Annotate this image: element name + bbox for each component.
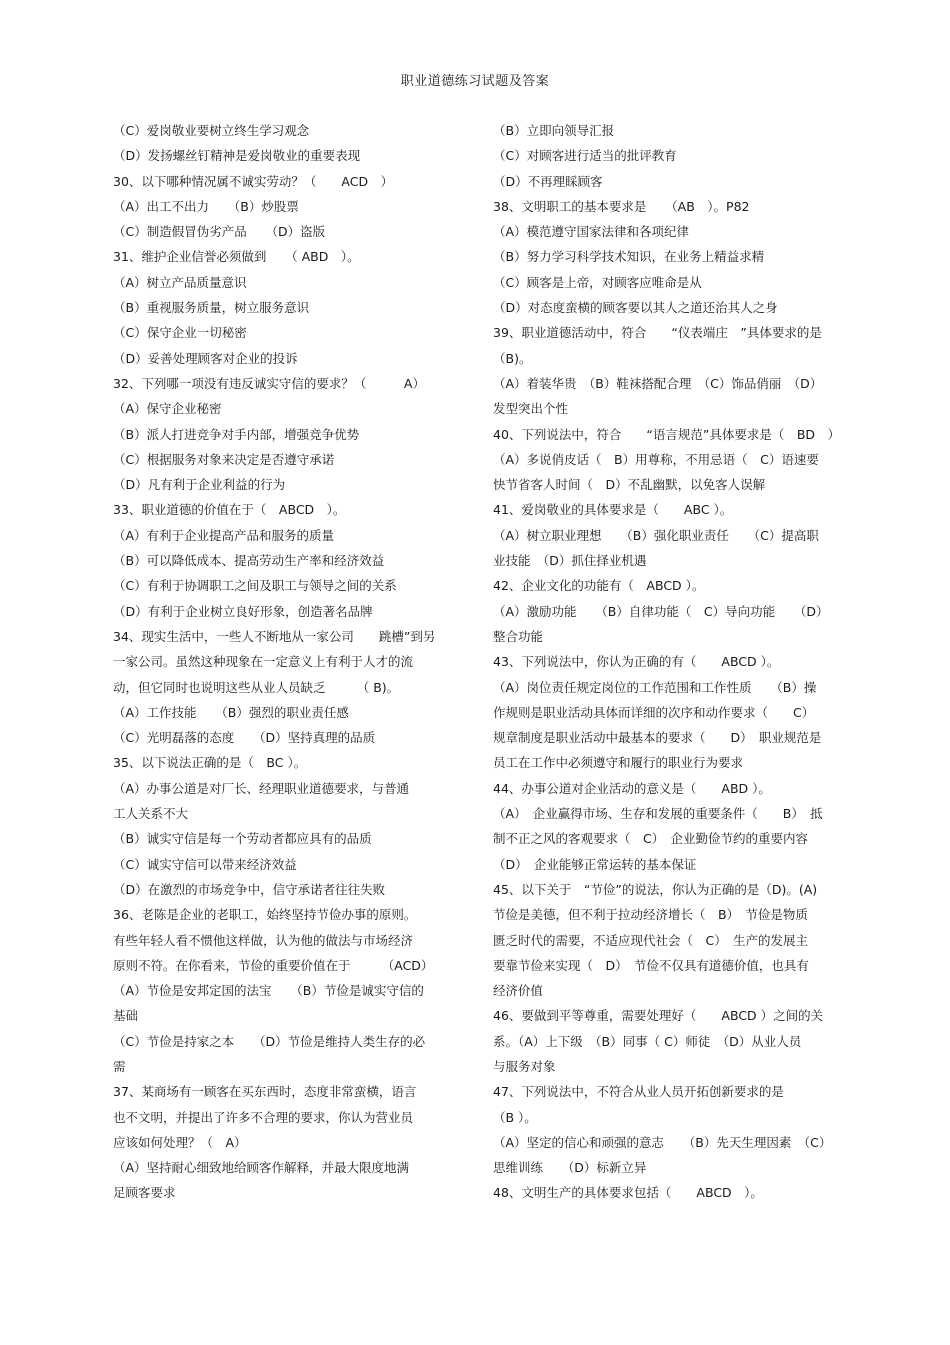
text-line: 37、某商场有一顾客在买东西时，态度非常蛮横，语言 [113, 1084, 417, 1100]
text-line: （A）树立职业理想 （B）强化职业责任 （C）提高职 [493, 527, 819, 543]
text-line: （B)。 [493, 350, 532, 366]
text-line: 40、下列说法中，符合 “语言规范”具体要求是（ BD ） [493, 426, 841, 442]
text-line: （A）树立产品质量意识 [113, 274, 247, 290]
text-line: 足顾客要求 [113, 1185, 176, 1201]
text-line: （A）坚持耐心细致地给顾客作解释，并最大限度地满 [113, 1160, 410, 1176]
text-line: （A）有利于企业提高产品和服务的质量 [113, 527, 335, 543]
text-line: （A）着装华贵 （B）鞋袜搭配合理 （C）饰品俏丽 （D） [493, 375, 823, 391]
text-line: 员工在工作中必须遵守和履行的职业行为要求 [493, 755, 744, 771]
text-line: （A）岗位责任规定岗位的工作范围和工作性质 （B）操 [493, 679, 817, 695]
text-line: 匮乏时代的需要，不适应现代社会（ C） 生产的发展主 [493, 932, 808, 948]
text-line: 业技能 （D）抓住择业机遇 [493, 553, 647, 569]
text-line: （B）派人打进竞争对手内部，增强竞争优势 [113, 426, 360, 442]
text-line: （C）顾客是上帝，对顾客应唯命是从 [493, 274, 702, 290]
text-line: 34、现实生活中，一些人不断地从一家公司 跳槽”到另 [113, 628, 436, 644]
text-line: （D）不再理睬顾客 [493, 173, 603, 189]
text-line: 也不文明，并提出了许多不合理的要求，你认为营业员 [113, 1109, 414, 1125]
left-column [113, 118, 463, 1206]
text-line: 系。（A）上下级 （B）同事（ C）师徒 （D）从业人员 [493, 1033, 802, 1049]
text-line: （A）坚定的信心和顽强的意志 （B）先天生理因素 （C） [493, 1134, 832, 1150]
text-line: 32、下列哪一项没有违反诚实守信的要求？（ A） [113, 375, 425, 391]
text-line: （D）凡有利于企业利益的行为 [113, 477, 286, 493]
text-line: （C）光明磊落的态度 （D）坚持真理的品质 [113, 730, 376, 746]
text-line: 作规则是职业活动具体而详细的次序和动作要求（ C） [493, 704, 815, 720]
text-line: 整合功能 [493, 628, 544, 644]
text-line: 要靠节俭来实现（ D） 节俭不仅具有道德价值，也具有 [493, 957, 809, 973]
text-line: （C）制造假冒伪劣产品 （D）盗版 [113, 224, 326, 240]
text-line: （A）出工不出力 （B）炒股票 [113, 198, 299, 214]
text-line: （A） 企业赢得市场、生存和发展的重要条件（ B） 抵 [493, 806, 823, 822]
text-line: （C）保守企业一切秘密 [113, 325, 247, 341]
text-line: 一家公司。虽然这种现象在一定意义上有利于人才的流 [113, 654, 414, 670]
text-line: 39、职业道德活动中，符合 “仪表端庄 ”具体要求的是 [493, 325, 822, 341]
text-line: （B）努力学习科学技术知识，在业务上精益求精 [493, 249, 765, 265]
text-line: （D）有利于企业树立良好形象，创造著名品牌 [113, 603, 373, 619]
text-line: 33、职业道德的价值在于（ ABCD ）。 [113, 502, 346, 518]
text-line: （C）节俭是持家之本 （D）节俭是维持人类生存的必 [113, 1033, 426, 1049]
text-line: （C）爱岗敬业要树立终生学习观念 [113, 123, 310, 138]
text-line: 规章制度是职业活动中最基本的要求（ D） 职业规范是 [493, 730, 822, 746]
text-line: （D）在激烈的市场竞争中，信守承诺者往往失败 [113, 881, 386, 897]
text-line: 43、下列说法中，你认为正确的有（ ABCD ）。 [493, 654, 780, 670]
text-line: （B）可以降低成本、提高劳动生产率和经济效益 [113, 553, 385, 569]
text-line: （C）诚实守信可以带来经济效益 [113, 856, 297, 872]
text-line: 应该如何处理？（ A） [113, 1134, 247, 1150]
text-line: 原则不符。在你看来，节俭的重要价值在于 （ACD） [113, 957, 434, 973]
text-line: 需 [113, 1058, 126, 1074]
text-line: （D） 企业能够正常运转的基本保证 [493, 856, 697, 872]
text-line: 47、下列说法中，不符合从业人员开拓创新要求的是 [493, 1084, 784, 1100]
text-line: 与服务对象 [493, 1058, 556, 1074]
text-line: 36、老陈是企业的老职工，始终坚持节俭办事的原则。 [113, 907, 417, 923]
text-line: 31、维护企业信誉必须做到 （ ABD ）。 [113, 249, 360, 265]
text-line: 45、以下关于 “节俭”的说法，你认为正确的是（D)。(A) [493, 881, 818, 897]
text-line: （A）激励功能 （B）自律功能（ C）导向功能 （D） [493, 603, 829, 619]
text-line: （A）办事公道是对厂长、经理职业道德要求，与普通 [113, 780, 410, 796]
text-line: （C）根据服务对象来决定是否遵守承诺 [113, 451, 335, 467]
text-line: 思维训练 （D）标新立异 [493, 1160, 647, 1176]
text-line: 42、企业文化的功能有（ ABCD ）。 [493, 578, 705, 594]
text-line: 30、以下哪种情况属不诚实劳动？（ ACD ） [113, 173, 394, 189]
text-line: （C）有利于协调职工之间及职工与领导之间的关系 [113, 578, 397, 594]
text-line: （D）妥善处理顾客对企业的投诉 [113, 350, 298, 366]
text-line: （A）多说俏皮话（ B）用尊称，不用忌语（ C）语速要 [493, 451, 819, 467]
text-line: （B ）。 [493, 1109, 537, 1125]
text-line: 工人关系不大 [113, 806, 189, 822]
text-line: 节俭是美德，但不利于拉动经济增长（ B） 节俭是物质 [493, 907, 808, 923]
text-line: 44、办事公道对企业活动的意义是（ ABD ）。 [493, 780, 771, 796]
right-column [493, 118, 843, 1206]
text-line: （B）诚实守信是每一个劳动者都应具有的品质 [113, 831, 372, 847]
text-line: 46、要做到平等尊重，需要处理好（ ABCD ）之间的关 [493, 1008, 824, 1024]
page-title: 职业道德练习试题及答案 [400, 74, 550, 89]
text-line: 41、爱岗敬业的具体要求是（ ABC ）。 [493, 502, 733, 518]
text-line: 制不正之风的客观要求（ C） 企业勤俭节约的重要内容 [493, 831, 808, 847]
text-line: （B）立即向领导汇报 [493, 123, 615, 138]
text-line: 38、文明职工的基本要求是 （AB ）。P82 [493, 198, 750, 214]
text-line: （A）保守企业秘密 [113, 401, 222, 417]
text-line: （D）发扬螺丝钉精神是爱岗敬业的重要表现 [113, 148, 361, 164]
text-line: 有些年轻人看不惯他这样做，认为他的做法与市场经济 [113, 932, 414, 948]
text-line: 48、文明生产的具体要求包括（ ABCD ）。 [493, 1185, 763, 1201]
text-line: （A）模范遵守国家法律和各项纪律 [493, 224, 690, 240]
text-line: 发型突出个性 [493, 401, 569, 417]
text-line: 快节省客人时间（ D）不乱幽默，以免客人误解 [493, 477, 766, 493]
text-line: （A）节俭是安邦定国的法宝 （B）节俭是诚实守信的 [113, 983, 424, 999]
text-line: （B）重视服务质量，树立服务意识 [113, 300, 310, 316]
text-line: （D）对态度蛮横的顾客要以其人之道还治其人之身 [493, 300, 778, 316]
text-line: （A）工作技能 （B）强烈的职业责任感 [113, 704, 349, 720]
text-line: 基础 [113, 1008, 139, 1024]
text-line: 35、以下说法正确的是（ BC ）。 [113, 755, 307, 771]
text-line: 动，但它同时也说明这些从业人员缺乏 （ B)。 [113, 679, 400, 695]
text-line: （C）对顾客进行适当的批评教育 [493, 148, 677, 164]
text-line: 经济价值 [493, 983, 544, 999]
